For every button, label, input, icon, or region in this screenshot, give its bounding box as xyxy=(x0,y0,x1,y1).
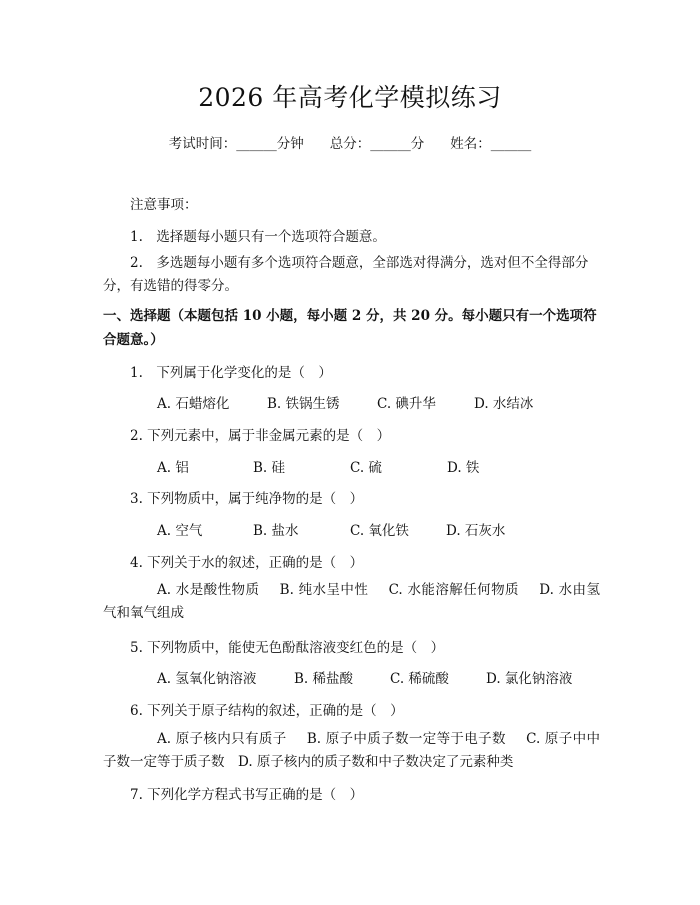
option-c: C. 氧化铁 xyxy=(350,523,409,539)
note-item-2: 2. 多选题每小题有多个选项符合题意，全部选对得满分，选对但不全得部分分，有选错的得零分。 xyxy=(103,255,589,294)
option-d: D. 铁 xyxy=(447,460,480,476)
question-6-options xyxy=(103,728,600,774)
question-4-options xyxy=(103,579,600,625)
question-6-stem: 6. 下列关于原子结构的叙述，正确的是（ ） xyxy=(130,703,404,719)
notes-heading: 注意事项： xyxy=(130,197,198,213)
option-a: A. 水是酸性物质 xyxy=(157,582,260,598)
question-5-stem: 5. 下列物质中，能使无色酚酞溶液变红色的是（ ） xyxy=(130,640,445,656)
total-score-field: 总分：______分 xyxy=(329,136,425,152)
option-c: C. 原子中中子数一定等于质子数 xyxy=(103,731,600,770)
question-3-options xyxy=(157,519,505,539)
option-b: B. 硅 xyxy=(253,460,286,476)
option-b: B. 稀盐酸 xyxy=(294,671,354,687)
option-a: A. 石蜡熔化 xyxy=(157,396,230,412)
name-field: 姓名：______ xyxy=(450,136,532,152)
exam-info xyxy=(0,132,700,152)
option-b: B. 原子中质子数一定等于电子数 xyxy=(306,731,506,747)
option-a: A. 氢氧化钠溶液 xyxy=(157,671,257,687)
section-heading: 一、选择题（本题包括 10 小题，每小题 2 分，共 20 分。每小题只有一个选项符合题意。） xyxy=(103,308,597,348)
option-a: A. 空气 xyxy=(157,523,203,539)
option-b: B. 盐水 xyxy=(253,523,299,539)
option-d: D. 水由氢气和氧气组成 xyxy=(103,582,600,621)
option-a: A. 原子核内只有质子 xyxy=(157,731,287,747)
page-title: 2026 年高考化学模拟练习 xyxy=(198,83,502,112)
question-3-stem: 3. 下列物质中，属于纯净物的是（ ） xyxy=(130,491,364,507)
option-d: D. 氯化钠溶液 xyxy=(486,671,573,687)
option-d: D. 原子核内的质子数和中子数决定了元素种类 xyxy=(238,754,514,770)
question-7-stem: 7. 下列化学方程式书写正确的是（ ） xyxy=(130,787,364,803)
option-c: C. 碘升华 xyxy=(377,396,436,412)
option-d: D. 水结冰 xyxy=(474,396,534,412)
note-item-1: 1. 选择题每小题只有一个选项符合题意。 xyxy=(130,229,386,245)
option-d: D. 石灰水 xyxy=(446,523,506,539)
question-5-options xyxy=(157,667,572,687)
question-4-stem: 4. 下列关于水的叙述，正确的是（ ） xyxy=(130,555,364,571)
option-c: C. 硫 xyxy=(350,460,382,476)
question-1-stem: 1. 下列属于化学变化的是（ ） xyxy=(130,365,332,381)
question-2-stem: 2. 下列元素中，属于非金属元素的是（ ） xyxy=(130,428,391,444)
option-b: B. 铁锅生锈 xyxy=(267,396,340,412)
question-1-options xyxy=(157,392,533,412)
question-2-options xyxy=(157,456,479,476)
exam-time-field: 考试时间：______分钟 xyxy=(168,136,304,152)
option-c: C. 水能溶解任何物质 xyxy=(388,582,519,598)
option-b: B. 纯水呈中性 xyxy=(279,582,369,598)
option-c: C. 稀硫酸 xyxy=(390,671,449,687)
option-a: A. 铝 xyxy=(157,460,189,476)
